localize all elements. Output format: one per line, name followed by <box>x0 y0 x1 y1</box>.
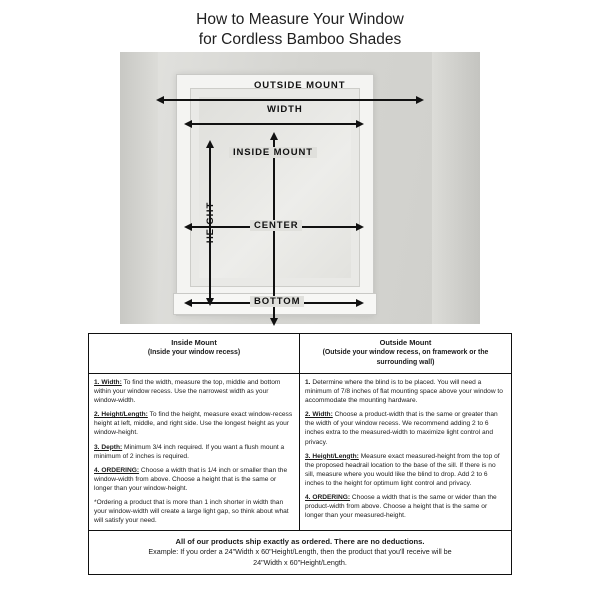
outside-item-2-text: Measure exact measured-height from the top of the proposed headrail location to the base of the sill. If there is no sill, measure where you would like the blind to drop. Add 2 to 6 inches to the height for optimum light control and privacy. <box>305 452 500 487</box>
table-header-inside-mount <box>89 334 300 373</box>
label-width: WIDTH <box>267 104 303 115</box>
table-header-row <box>89 334 511 374</box>
window-diagram <box>0 52 600 324</box>
outside-item-1-label: 2. Width: <box>305 411 333 419</box>
page-title <box>0 0 600 50</box>
inside-mount-subtitle: (Inside your window recess) <box>147 349 241 356</box>
outside-item-3-label: 4. ORDERING: <box>305 494 351 502</box>
footer-example-line-1: Example: If you order a 24"Width x 60"Height/Length, then the product that you'll receive will be <box>148 547 452 557</box>
inside-mount-title: Inside Mount <box>171 338 217 347</box>
height-arrow-up-icon <box>270 132 278 140</box>
outside-mount-title: Outside Mount <box>379 338 432 347</box>
label-bottom: BOTTOM <box>250 296 304 307</box>
center-arrow-left-icon <box>184 223 192 231</box>
outside-item-2-label: 3. Height/Length: <box>305 452 359 460</box>
list-item <box>94 378 294 405</box>
height-arrow-down-icon <box>270 318 278 326</box>
inside-item-0-label: 1. Width: <box>94 379 122 386</box>
bottom-arrow-left-icon <box>184 299 192 307</box>
outside-item-1-text: Choose a product-width that is the same or greater than the width of your window recess. We recommend adding 2 to 6 inches extra to the measured-width to maximize light control and privacy. <box>305 411 498 446</box>
table-header-outside-mount <box>300 334 511 373</box>
measurement-table <box>88 333 512 575</box>
list-item <box>94 466 294 493</box>
list-item <box>305 493 506 520</box>
inside-item-2-text: Minimum 3/4 inch required. If you want a flush mount a minimum of 2 inches is required. <box>94 443 285 460</box>
wall-shading-right <box>432 52 480 324</box>
footer-no-deductions-note: All of our products ship exactly as ordered. There are no deductions. <box>175 537 425 547</box>
inside-item-0-text: To find the width, measure the top, middle and bottom within your window recess. Use the narrowest width as your window-width. <box>94 379 281 405</box>
inside-item-1-label: 2. Height/Length: <box>94 411 148 419</box>
outside-item-0-text: Determine where the blind is to be placed. You will need a minimum of 7/8 inches of flat mounting space above your window to accommodate the mounting hardware. <box>305 379 503 405</box>
inside-item-2-label: 3. Depth: <box>94 443 123 451</box>
inside-item-1-text: To find the height, measure exact window-recess height at left, middle, and right side. Use the longest height as your window-height. <box>94 411 293 437</box>
label-height: HEIGHT <box>205 201 217 244</box>
outside-mount-arrow-right-icon <box>416 96 424 104</box>
title-line-2: for Cordless Bamboo Shades <box>198 31 402 48</box>
list-item <box>305 410 506 446</box>
outside-mount-dimension-line <box>164 99 416 101</box>
outside-item-0-label: 1. <box>305 379 311 386</box>
window-frame-inner <box>190 88 360 287</box>
outside-mount-instructions <box>300 374 511 530</box>
table-body-row <box>89 374 511 530</box>
height-left-arrow-down-icon <box>206 298 214 306</box>
inside-item-3-label: 4. ORDERING: <box>94 466 140 474</box>
label-inside-mount: INSIDE MOUNT <box>229 147 317 158</box>
bottom-arrow-right-icon <box>356 299 364 307</box>
width-arrow-right-icon <box>356 120 364 128</box>
center-arrow-right-icon <box>356 223 364 231</box>
list-item <box>94 443 294 461</box>
list-item <box>305 452 506 488</box>
title-line-1: How to Measure Your Window <box>196 11 404 28</box>
footer-example-line-2: 24"Width x 60"Height/Length. <box>253 557 347 567</box>
wall-shading-left <box>120 52 158 324</box>
inside-item-3-text: Choose a width that is 1/4 inch or smaller than the window-width from above. Choose a height that is the same or longer than your window-height. <box>94 466 288 492</box>
outside-mount-subtitle: (Outside your window recess, on framework or the surrounding wall) <box>322 349 489 366</box>
label-outside-mount: OUTSIDE MOUNT <box>254 80 346 91</box>
list-item <box>305 378 506 405</box>
width-arrow-left-icon <box>184 120 192 128</box>
outside-mount-arrow-left-icon <box>156 96 164 104</box>
table-footer <box>89 530 511 574</box>
inside-mount-instructions <box>89 374 300 530</box>
outside-item-3-text: Choose a width that is the same or wider than the product-width from above. Choose a height that is the same or longer than your measured-height. <box>305 494 497 520</box>
width-dimension-line <box>192 123 356 125</box>
list-item <box>94 410 294 437</box>
label-center: CENTER <box>250 220 302 231</box>
list-item <box>94 498 294 525</box>
height-left-arrow-up-icon <box>206 140 214 148</box>
inside-item-4-text: *Ordering a product that is more than 1 inch shorter in width than your window-width will create a large light gap, so think about what will satisfy your need. <box>94 499 289 525</box>
